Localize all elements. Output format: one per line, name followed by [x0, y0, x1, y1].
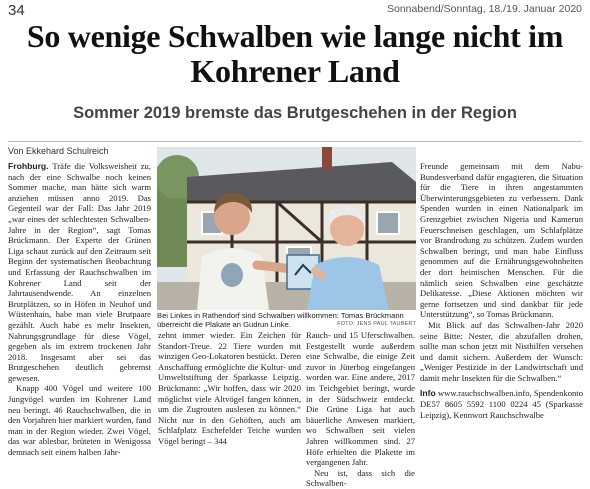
info-box [420, 388, 583, 420]
paragraph: Mit Blick auf das Schwalben-Jahr 2020 seine Bitte: Nester, die abzufallen drohen, sollte man schon jetzt mit Nisthilfen versehen und damit sichern. Außerdem der Wunsch: „Weniger Pestizide in der Landwirtschaft und damit mehr Insekten für die Schwalben.“ [420, 319, 583, 383]
article-column-4 [420, 161, 583, 420]
divider [8, 141, 582, 142]
paragraph: zehnt immer wieder. Ein Zeichen für Standort-Treue. 22 Tiere wurden mit winzigen Geo-Lokatoren bestückt. Deren Anschaffung ermöglichte die Kultur- und Umweltstiftung der Sparkasse Leipzig. Brückmann: „Wir hoffen, dass wir 2020 möglichst viele Altvögel fangen können, um die Zugrouten auslesen zu können.“ Nicht nur in den Gehöften, auch am Schlafplatz Eschefelder Teiche wurden Vögel beringt – 344 [158, 330, 301, 446]
article-column-2 [158, 330, 301, 447]
article-column-1 [8, 161, 151, 458]
byline: Von Ekkehard Schulreich [8, 146, 109, 156]
paragraph: Rauch- und 15 Uferschwalben. Festgestellt wurde außerdem eine Schwalbe, die einige Zeit zuvor in Jüterbog eingefangen worden war. Eine andere, 2017 im Teichgebiet beringt, wurde in der Südschweiz entdeckt. Die Grüne Liga hat auch bäuerliche Anwesen markiert, wo Schwalben seit vielen Jahren willkommen sind. 27 Höfe erhielten die Plakette im vergangenen Jahr. [306, 330, 415, 468]
paragraph [8, 161, 151, 383]
paragraph: Neu ist, dass sich die Schwalben- [306, 467, 415, 489]
photo-credit: FOTO: JENS PAUL TAUBERT [337, 321, 416, 327]
subheadline: Sommer 2019 bremste das Brutgeschehen in der Region [73, 104, 517, 122]
dateline: Frohburg. [8, 161, 49, 171]
info-link[interactable]: www.rauchschwalben.info, Spendenkonto DE57 8605 5592 1100 0224 45 (Sparkasse Leipzig), Kennwort Rauchschwalbe [420, 388, 583, 420]
photo-caption: Bei Linkes in Rathendorf sind Schwalben willkommen: Tomas Brückmann überreicht die Plakate an Gudrun Linke. [157, 311, 404, 329]
headline: So wenige Schwalben wie lange nicht im Kohrener Land [26, 18, 564, 89]
article-column-3 [306, 330, 415, 489]
edition-date: Sonnabend/Sonntag, 18./19. Januar 2020 [387, 3, 582, 15]
page-number: 34 [8, 2, 25, 19]
article-photo [157, 147, 416, 310]
info-label: Info [420, 388, 436, 399]
page-header [0, 0, 590, 20]
paragraph: Knapp 400 Vögel und weitere 100 Jungvögel wurden im Kohrener Land neu beringt. 46 Rauchschwalben, die in den Vorjahren hier markiert wurden, fand man in der Region wieder. Zwei Vögel, das war ablesbar, brüteten in Wenigossa demnach seit einem halben Jahr- [8, 383, 151, 458]
paragraph-text: Träfe die Volksweisheit zu, nach der eine Schwalbe noch keinen Sommer mache, man hätte sich warm anziehen müssen anno 2019. Das Gegenteil war der Fall: Das Jahr 2019 „war eines der schlechtesten Schwalben-Jahre in der Region“, sagt Tomas Brückmann. Der Experte der Grünen Liga schaut zurück auf den Zeitraum seit Beginn der systematischen Beobachtung und Erfassung der Rauchschwalben im Kohrener Land seit der Jahrtausendwende. An einzelnen Brutplätzen, so in Höfen in Neuhof und Wüstenhain, habe man viele Brutpaare gezählt. Auch habe es mehr Insekten, Nahrungsgrundlage für diese Vögel, gegeben als im extrem trockenen Jahr 2018. Insgesamt aber sei das Brutgeschehen deutlich gebremst gewesen. [8, 161, 151, 383]
paragraph: Freunde gemeinsam mit dem Nabu-Bundesverband dafür engagieren, die Situation für die Tiere in ihren angestammten Überwinterungsgebieten zu verbessern. Dank Spenden wurden in einen Nationalpark im Grenzgebiet zwischen Nigeria und Kamerun Feuerschneisen geschlagen, um Schlafplätze vor Brandrodung zu schützen. Zudem wurden Schwalben beringt, und man habe Einfluss genommen auf die Ernährungsgewohnheiten der dort heimischen Menschen. Für die nämlich seien Schwalben eine geschätzte Delikatesse. „Diese Aktionen möchten wir gerne fortsetzen und sind dankbar für jede Unterstützung“, so Tomas Brückmann. [420, 161, 583, 320]
